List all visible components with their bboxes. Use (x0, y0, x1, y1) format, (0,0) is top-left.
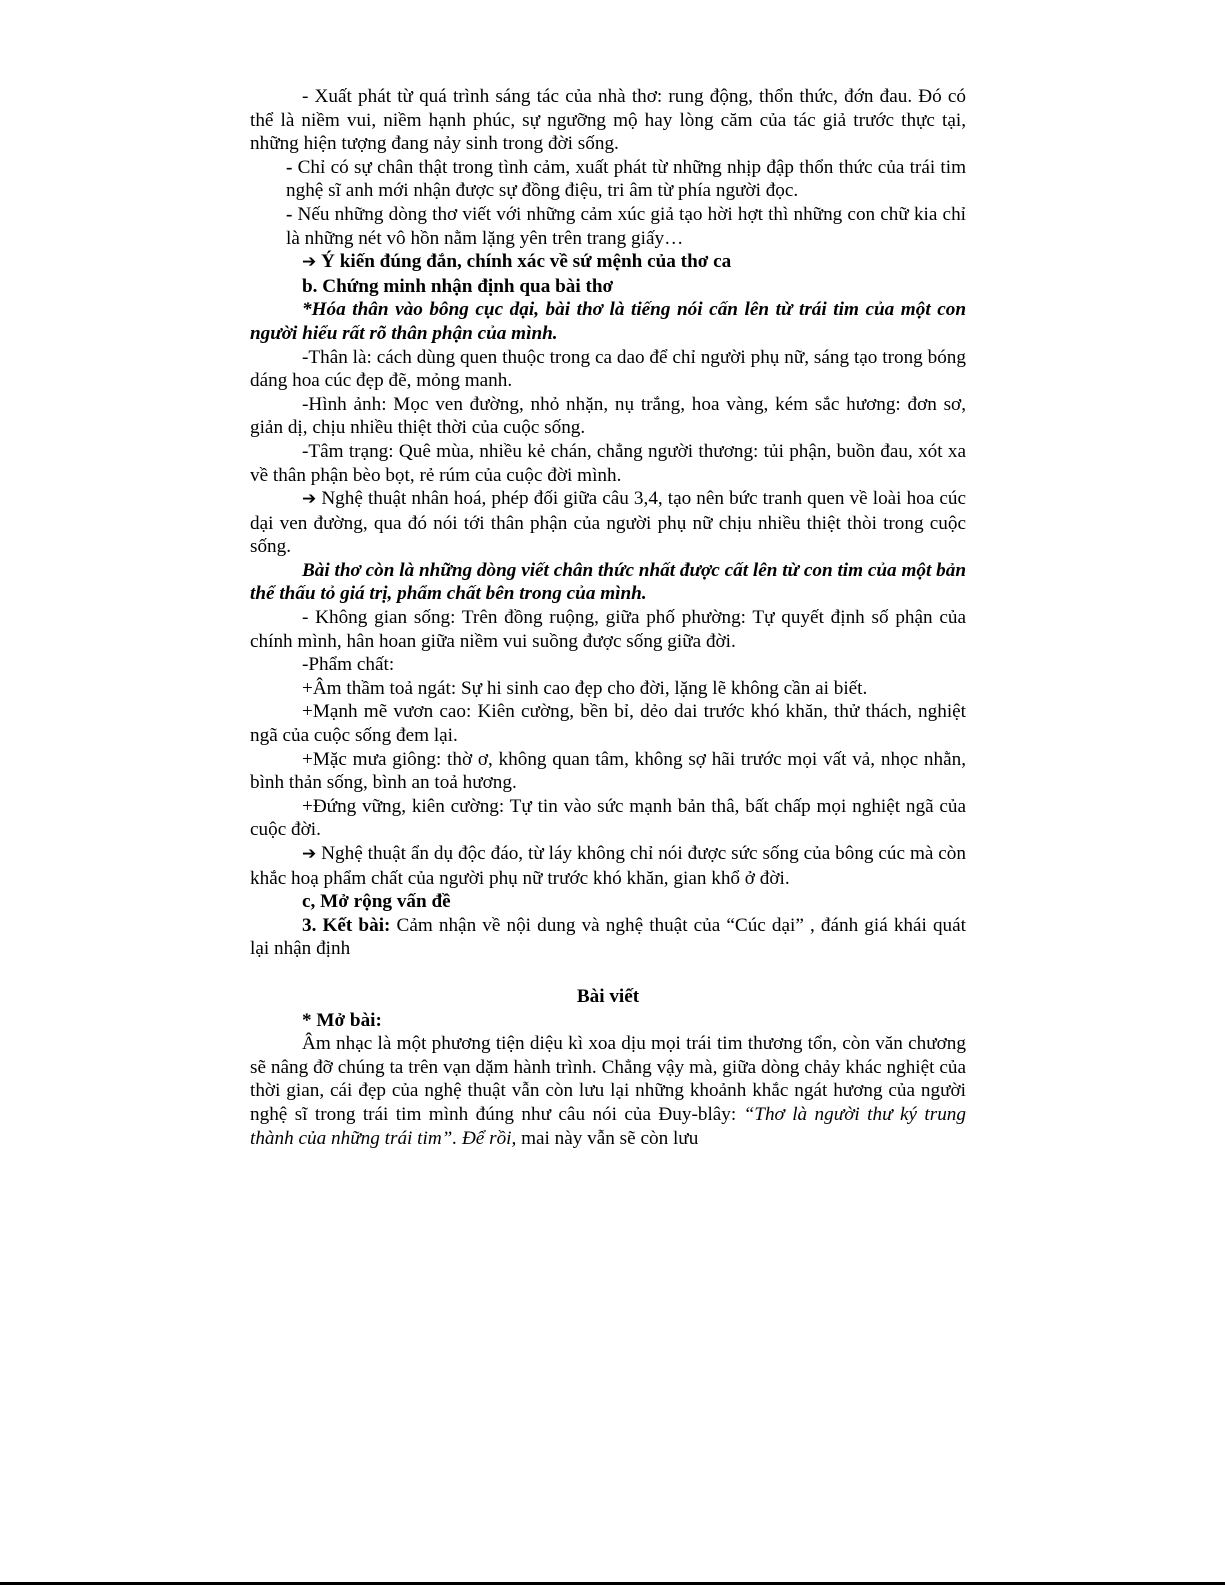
paragraph-text-end: mai này vẫn sẽ còn lưu (516, 1127, 699, 1149)
paragraph-khong-gian: - Không gian sống: Trên đồng ruộng, giữa phố phường: Tự quyết định số phận của chính mình, hân hoan giữa niềm vui suồng được sống giữa đời. (250, 607, 966, 652)
paragraph-text: Cảm nhận về nội dung và nghệ thuật của “Cúc dại” , đánh giá khái quát lại nhận định (250, 914, 966, 960)
section-heading-b: b. Chứng minh nhận định qua bài thơ (302, 275, 614, 297)
paragraph-text: Nếu những dòng thơ viết với những cảm xúc giả tạo hời hợt thì những con chữ kia chỉ là những nét vô hồn nằm lặng yên trên trang giấy… (286, 203, 966, 249)
paragraph-nghe-thuat-an-du (250, 842, 966, 890)
paragraph-manh-me: +Mạnh mẽ vươn cao: Kiên cường, bền bỉ, dẻo dai trước khó khăn, thử thách, nghiệt ngã của cuộc sống đem lại. (250, 701, 966, 747)
paragraph-am-tham: +Âm thầm toả ngát: Sự hi sinh cao đẹp cho đời, lặng lẽ không cần ai biết. (302, 677, 868, 699)
ket-bai-label: 3. Kết bài: (302, 914, 391, 936)
paragraph-text: Nghệ thuật nhân hoá, phép đối giữa câu 3,4, tạo nên bức tranh quen về loài hoa cúc dại ven đường, qua đó nói tới thân phận của người phụ nữ chịu nhiều thiệt thòi trong cuộc sống. (250, 488, 966, 558)
paragraph-fake-emotion (286, 203, 966, 250)
paragraph-mo-bai (250, 1032, 966, 1150)
arrow-right-icon: ➔ (302, 489, 317, 510)
paragraph-text: Nghệ thuật ẩn dụ độc đáo, từ láy không chỉ nói được sức sống của bông cúc mà còn khắc hoạ phẩm chất của người phụ nữ trước khó khăn, gian khổ ở đời. (250, 843, 966, 889)
quote-text: “Thơ là người thư ký trung thành của những trái tim”. Để rồi, (250, 1103, 966, 1149)
document-page (250, 85, 966, 1150)
paragraph-sincerity (286, 156, 966, 203)
paragraph-hinh-anh: -Hình ảnh: Mọc ven đường, nhỏ nhặn, nụ trắng, hoa vàng, kém sắc hương: đơn sơ, giản dị, chịu nhiều thiệt thời của cuộc sống. (250, 393, 966, 439)
subsection-title-hoa-than: *Hóa thân vào bông cục dại, bài thơ là tiếng nói cấn lên từ trái tim của một con người hiểu rất rõ thân phận của mình. (250, 299, 966, 344)
paragraph-ket-bai (250, 914, 966, 961)
paragraph-mac-mua: +Mặc mưa giông: thờ ơ, không quan tâm, không sợ hãi trước mọi vất vả, nhọc nhằn, bình thản sống, bình an toả hương. (250, 748, 966, 794)
paragraph-text: Chỉ có sự chân thật trong tình cảm, xuất phát từ những nhịp đập thổn thức của trái tim nghệ sĩ anh mới nhận được sự đồng điệu, tri âm từ phía người đọc. (286, 156, 966, 202)
essay-title: Bài viết (576, 985, 640, 1007)
subsection-title-chan-thuc: Bài thơ còn là những dòng viết chân thức nhất được cất lên từ con tim của một bản thể thấu tỏ giá trị, phẩm chất bên trong của mình. (250, 559, 966, 605)
conclusion-text: Ý kiến đúng đắn, chính xác về sứ mệnh của thơ ca (316, 251, 732, 273)
conclusion-line (250, 250, 966, 275)
dash-mark: - (286, 203, 293, 225)
section-heading-c: c, Mở rộng vấn đề (302, 891, 451, 913)
section-heading-mo-bai: * Mở bài: (302, 1009, 382, 1031)
paragraph-pham-chat: -Phẩm chất: (302, 654, 395, 676)
dash-mark: - (286, 156, 293, 178)
paragraph-dung-vung: +Đứng vững, kiên cường: Tự tin vào sức mạnh bản thâ, bất chấp mọi nghiệt ngã của cuộc đời. (250, 795, 966, 841)
paragraph-origin: - Xuất phát từ quá trình sáng tác của nhà thơ: rung động, thổn thức, đớn đau. Đó có thể là niềm vui, niềm hạnh phúc, sự ngưỡng mộ hay lòng căm của tác giả trước thực tại, những hiện tượng đang nảy sinh trong đời sống. (250, 86, 966, 155)
arrow-right-icon: ➔ (302, 252, 317, 273)
paragraph-tam-trang: -Tâm trạng: Quê mùa, nhiều kẻ chán, chẳng người thương: tủi phận, buồn đau, xót xa về thân phận bèo bọt, rẻ rúm của cuộc đời mình. (250, 440, 966, 486)
arrow-right-icon: ➔ (302, 844, 317, 864)
paragraph-than-la: -Thân là: cách dùng quen thuộc trong ca dao để chỉ người phụ nữ, sáng tạo trong bóng dáng hoa cúc đẹp đẽ, mỏng manh. (250, 346, 966, 392)
paragraph-nghe-thuat-nhan-hoa (250, 487, 966, 559)
paragraph-text: Âm nhạc là một phương tiện diệu kì xoa dịu mọi trái tim thương tổn, còn văn chương sẽ nâng đỡ chúng ta trên vạn dặm hành trình. Chẳng vậy mà, giữa dòng chảy khác nghiệt của thời gian, cái đẹp của nghệ thuật vẫn còn lưu lại những khoảnh khắc ngát hương của người nghệ sĩ trong trái tim mình đúng như câu nói của Đuy-blây: (250, 1033, 966, 1125)
